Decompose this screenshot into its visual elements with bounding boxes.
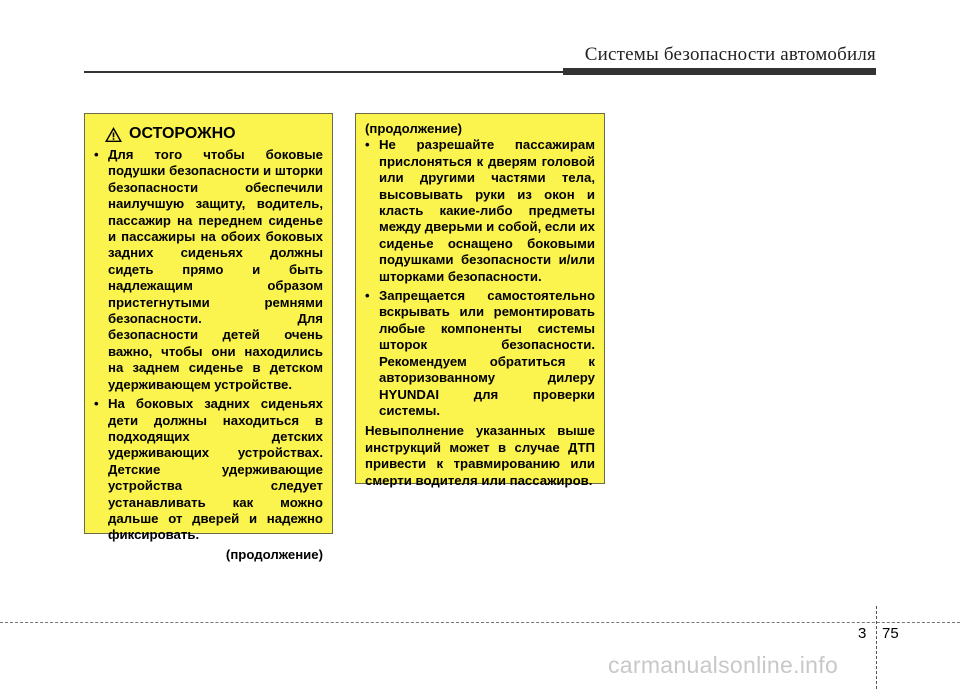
warning-box-left xyxy=(84,113,333,562)
warning-heading xyxy=(104,125,323,143)
footer-vertical-line xyxy=(876,606,877,689)
footer-dashed-line xyxy=(0,622,960,623)
page-number: 75 xyxy=(882,625,899,642)
right-bullet-list xyxy=(365,137,595,419)
list-item: • Запрещается самостоятельно вскрывать или ремонтировать любые компоненты системы шторок безопасности. Рекомендуем обратиться к авторизованному дилеру HYUNDAI для проверки системы. xyxy=(365,288,595,419)
warning-title: ОСТОРОЖНО xyxy=(129,125,236,142)
chapter-number: 3 xyxy=(858,625,867,642)
page-header-title: Системы безопасности автомобиля xyxy=(584,44,876,65)
header-rule xyxy=(84,71,563,73)
warning-triangle-icon xyxy=(104,126,123,143)
warning-paragraph: Невыполнение указанных выше инструкций может в случае ДТП привести к травмированию или смерти водителя или пассажиров. xyxy=(365,423,595,488)
watermark: carmanualsonline.info xyxy=(608,652,839,678)
left-bullet-list xyxy=(94,147,323,544)
warning-box-right xyxy=(355,113,605,488)
list-item: • Не разрешайте пассажирам прислоняться к дверям головой или другими частями тела, высовывать руки из окон и класть какие-либо предметы между дверьми и собой, если их сиденье оснащено боковыми подушками безопасности и/или шторками безопасности. xyxy=(365,137,595,285)
list-item: • На боковых задних сиденьях дети должны находиться в подходящих детских удерживающих устройствах. Детские удерживающие устройства следует устанавливать как можно дальше от дверей и надежно фиксировать. xyxy=(94,396,323,544)
header-bar xyxy=(563,68,876,75)
continued-label: (продолжение) xyxy=(365,121,463,136)
list-item: • Для того чтобы боковые подушки безопасности и шторки безопасности обеспечили наилучшую защиту, водитель, пассажир на переднем сиденье и пассажиры на обоих боковых задних сиденьях должны сидеть прямо и быть надлежащим образом пристегнутыми ремнями безопасности. Для безопасности детей очень важно, чтобы они находились на заднем сиденье в детском удерживающем устройстве. xyxy=(94,147,323,393)
continued-label: (продолжение) xyxy=(225,546,323,562)
